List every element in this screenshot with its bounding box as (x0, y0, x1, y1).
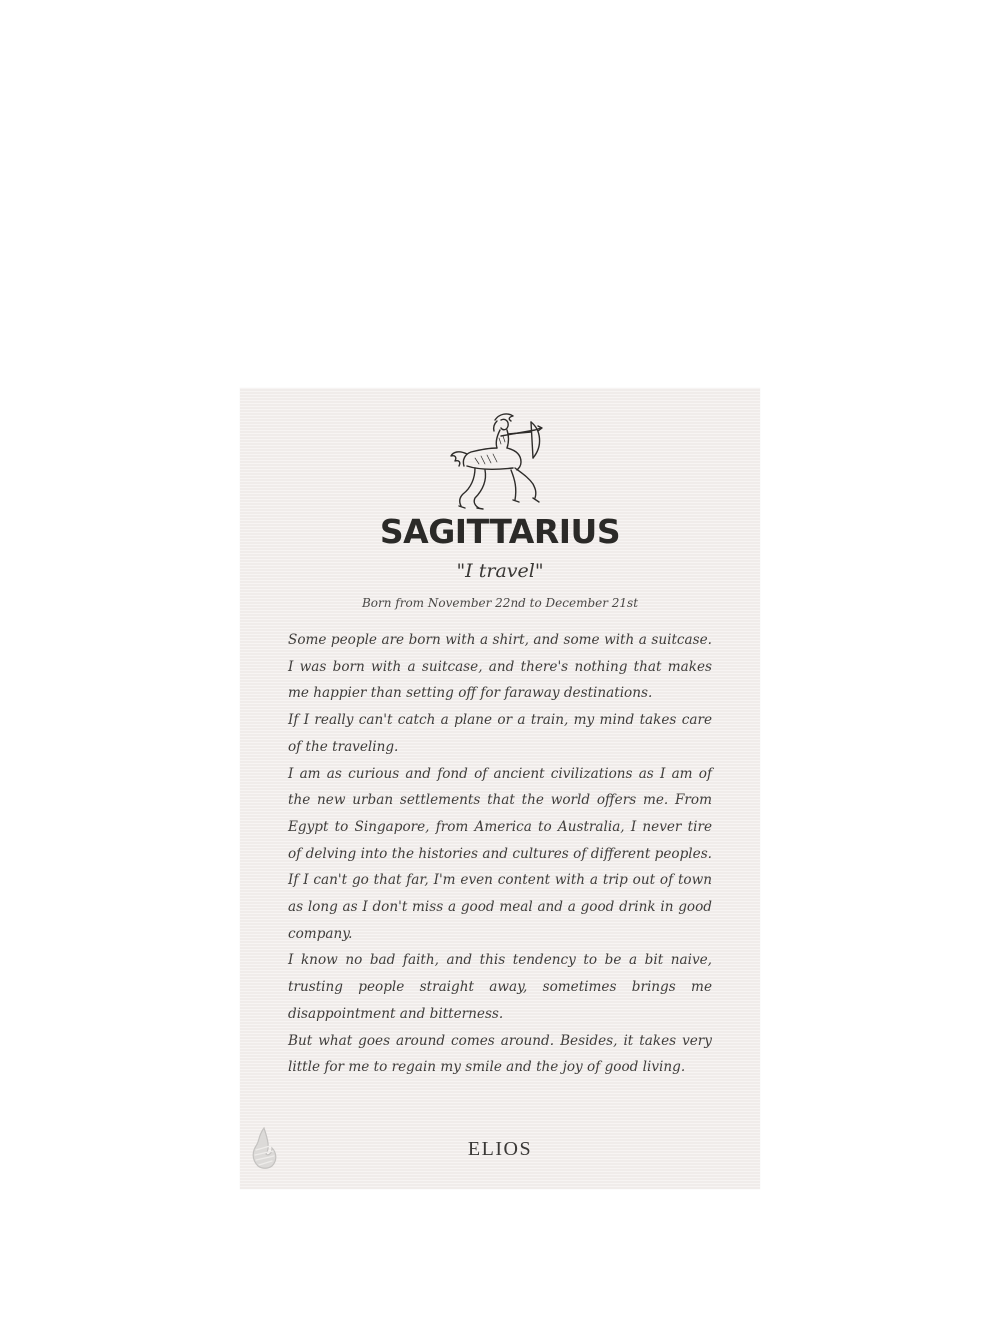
paragraph: But what goes around comes around. Besides, it takes very little for me to regain my smile and the joy of good living. (288, 1032, 712, 1076)
sagittarius-centaur-archer-icon (445, 408, 557, 516)
paragraph: If I really can't catch a plane or a train, my mind takes care of the traveling. (288, 712, 712, 755)
zodiac-card (240, 388, 760, 1189)
brand-logo: ELIOS (467, 1138, 533, 1160)
paragraph: I am as curious and fond of ancient civilizations as I am of the new urban settlements that the world offers me. From Egypt to Singapore, from America to Australia, I never tire of delving into the histories and cultures of different peoples. If I can't go that far, I'm even content with a trip out of town as long as I don't miss a good meal and a good drink in good company. (288, 765, 712, 942)
sign-motto: "I travel" (456, 560, 544, 582)
paragraph: Some people are born with a shirt, and some with a suitcase. I was born with a suitcase, and there's nothing that makes me happier than setting off for faraway destinations. (288, 632, 712, 702)
sign-title: SAGITTARIUS (379, 512, 621, 551)
paragraph: I know no bad faith, and this tendency to be a bit naive, trusting people straight away, sometimes brings me disappointment and bitterness. (288, 952, 712, 1022)
birth-dates: Born from November 22nd to December 21st (361, 596, 639, 610)
description-text (288, 627, 712, 1081)
